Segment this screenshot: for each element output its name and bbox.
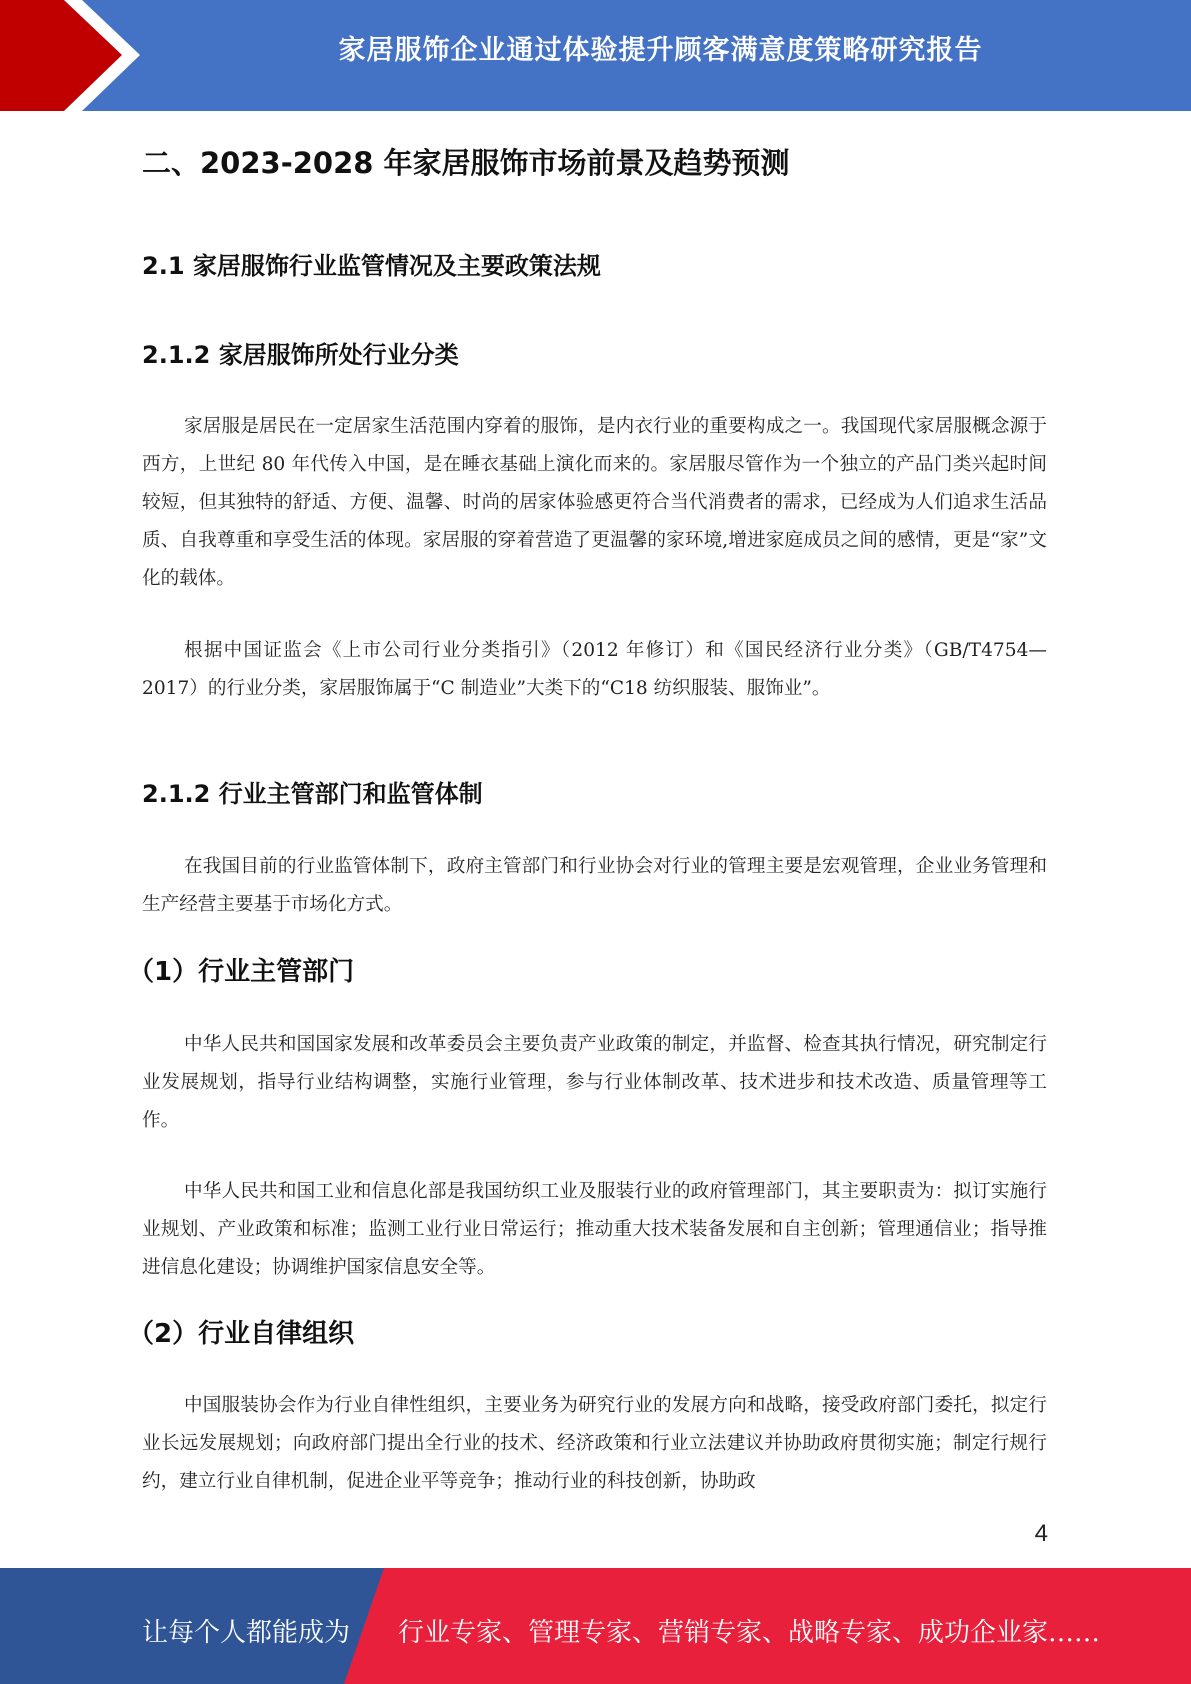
paragraph-home-wear-intro: 家居服是居民在一定居家生活范围内穿着的服饰，是内衣行业的重要构成之一。我国现代家居服概念源于西方，上世纪 80 年代传入中国，是在睡衣基础上演化而来的。家居服尽管作为一个独立的产品门类兴起时间较短，但其独特的舒适、方便、温馨、时尚的居家体验感更符合当代消费者的需求，已经成为人们追求生活品质、自我尊重和享受生活的体现。家居服的穿着营造了更温馨的家环境,增进家庭成员之间的感情，更是“家”文化的载体。	[142, 416, 1047, 589]
item-title-self-regulatory: （2）行业自律组织	[128, 1319, 355, 1349]
item-title-authorities: （1）行业主管部门	[128, 957, 355, 987]
footer-slogan-right: 行业专家、管理专家、营销专家、战略专家、成功企业家……	[398, 1618, 1101, 1648]
header-chevron-decoration	[0, 0, 160, 111]
report-title: 家居服饰企业通过体验提升顾客满意度策略研究报告	[338, 35, 983, 66]
subsection-title-classification: 2.1.2 家居服饰所处行业分类	[142, 341, 459, 369]
page-footer	[0, 1568, 1191, 1684]
footer-slogan-left: 让每个人都能成为	[142, 1618, 351, 1648]
paragraph-garment-association: 中国服装协会作为行业自律性组织，主要业务为研究行业的发展方向和战略，接受政府部门委托，拟定行业长远发展规划；向政府部门提出全行业的技术、经济政策和行业立法建议并协助政府贯彻实施；制定行规行约，建立行业自律机制，促进企业平等竞争；推动行业的科技创新，协助政	[142, 1395, 1047, 1492]
subsection-title-regulation: 2.1.2 行业主管部门和监管体制	[142, 780, 483, 808]
chapter-title: 二、2023-2028 年家居服饰市场前景及趋势预测	[142, 146, 790, 180]
section-title: 2.1 家居服饰行业监管情况及主要政策法规	[142, 252, 601, 280]
paragraph-miit: 中华人民共和国工业和信息化部是我国纺织工业及服装行业的政府管理部门，其主要职责为：拟订实施行业规划、产业政策和标准；监测工业行业日常运行；推动重大技术装备发展和自主创新；管理通信业；指导推进信息化建设；协调维护国家信息安全等。	[142, 1181, 1047, 1278]
paragraph-ndrc: 中华人民共和国国家发展和改革委员会主要负责产业政策的制定，并监督、检查其执行情况，研究制定行业发展规划，指导行业结构调整，实施行业管理，参与行业体制改革、技术进步和技术改造、质量管理等工作。	[142, 1034, 1047, 1131]
paragraph-regulatory-system: 在我国目前的行业监管体制下，政府主管部门和行业协会对行业的管理主要是宏观管理，企业业务管理和生产经营主要基于市场化方式。	[142, 856, 1047, 915]
page-header	[0, 0, 1191, 111]
paragraph-industry-classification: 根据中国证监会《上市公司行业分类指引》（2012 年修订）和《国民经济行业分类》（GB/T4754—2017）的行业分类，家居服饰属于“C 制造业”大类下的“C18 纺织服装、服饰业”。	[142, 640, 1047, 699]
page-number: 4	[1034, 1520, 1048, 1547]
